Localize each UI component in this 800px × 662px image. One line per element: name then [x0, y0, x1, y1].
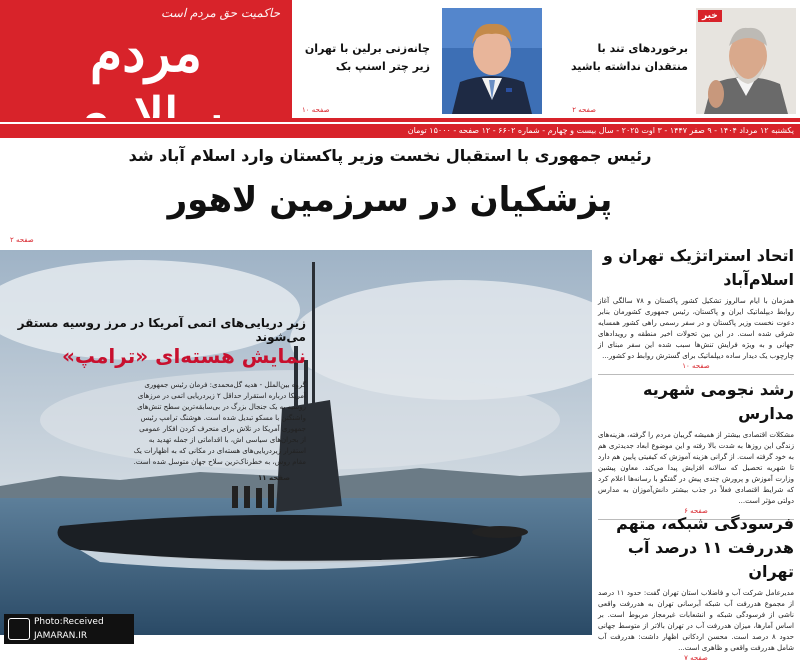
teaser-critics[interactable]	[554, 8, 796, 118]
page-ref: صفحه ۲	[572, 106, 596, 114]
lead-kicker[interactable]: رئیس جمهوری با استقبال نخست وزیر پاکستان وارد اسلام آباد شد	[128, 146, 652, 165]
masthead	[0, 0, 292, 118]
story-body: مدیرعامل شرکت آب و فاضلاب استان تهران گفت: حدود ۱۱ درصد از مجموع هدررفت آب شبکه آبرسانی تهران به هدررفت واقعی ناشی از فرسودگی شبکه و انشعابات غیرمجاز مربوط است. بر اساس آمارها، میزان هدررفت آب در تهران بالاتر از متوسط جهانی حدود ۸ درصد است. محسن اردکانی اظهار داشت: هدررفت آب شامل هدررفت واقعی و ظاهری است...	[598, 589, 794, 652]
teaser-headline: چانه‌زنی برلین با تهران زیر چتر اسنپ بک	[304, 42, 430, 73]
sidebar-story-tuition[interactable]	[598, 378, 794, 520]
newspaper-logo: مردم	[90, 23, 202, 84]
story-body: مشکلات اقتصادی بیشتر از همیشه گریبان مردم را گرفته، هزینه‌های زندگی این روزها به شدت بالا رفته و این موضوع ابعاد جدیدتری هم به خود گرفته است. از گرانی هزینه آموزش که کیفیتی پایین هم دارد تا شهریه تحصیل که سالانه افزایش پیدا می‌کند. معاون پیشین وزارت آموزش و پرورش چندی پیش در گفتگو با رسانه‌ها اعلام کرد که شرایط اقتصادی فعلاً در جذب بیشتر دانش‌آموزان به مدارس دولتی مؤثر است...	[598, 431, 794, 505]
slogan: حاکمیت حق مردم است	[161, 6, 280, 20]
story-body: همزمان با ایام سالروز تشکیل کشور پاکستان و ۷۸ سالگی آغاز روابط دیپلماتیک ایران و پاکستان، رئیس جمهوری کشورمان بنابر دعوت نخست وزیر پاکستان و در سفر رسمی راهی کشور همسایه شرقی شده است. در این بین تحولات اخیر منطقه و رویدادهای جهانی و به ویژه فرایش تنش‌ها سبب شده این سفر مبنای از چارچوب یک دیدار ساده دیپلماتیک برای گسترش روابط دو کشور...	[598, 297, 795, 360]
page-ref: صفحه ۷	[684, 654, 708, 662]
photo-credit	[4, 614, 134, 644]
teaser-berlin[interactable]	[298, 8, 548, 118]
sidebar-story-water[interactable]	[598, 512, 794, 662]
story-title: رشد نجومی شهریه مدارس	[643, 380, 794, 423]
photo-story-body: گروه بین‌الملل - هدیه گل‌محمدی: فرمان رئیس جمهوری آمریکا درباره استقرار حداقل ۲ زیردریایی اتمی در مرزهای روسیه به یک جنجال بزرگ در بی‌سابقه‌ترین سطح تنش‌های واشنگتن با مسکو تبدیل شده است. هوشنگ ترامپ رئیس جمهوری آمریکا در تلاش برای منحرف کردن افکار عمومی از بحران‌های سیاسی اش، با اقداماتی از جمله تهدید به استقرار زیردریایی‌های هسته‌ای در مکانی که به اظهارات یک مقام روس، به خطرناک‌ترین سلاح جهان متوسل شده است.	[133, 381, 306, 466]
credit-line-1: Photo:Received	[34, 617, 104, 627]
photo-story-kicker[interactable]: زیر دریایی‌های اتمی آمریکا در مرز روسیه مستقر می‌شوند	[17, 316, 306, 344]
teaser-headline: برخوردهای تند با منتقدان نداشته باشید	[570, 42, 688, 73]
page-ref: صفحه ۶	[684, 507, 708, 515]
sidebar-story-alliance[interactable]	[598, 244, 794, 375]
politician-photo	[696, 8, 796, 114]
dateline: یکشنبه ۱۲ مرداد ۱۴۰۴ - ۹ صفر ۱۴۴۷ - ۳ اوت ۲۰۲۵ - سال بیست و چهارم - شماره ۶۶۰۲ - ۱۲ صفحه - ۱۵۰۰۰ تومان	[0, 124, 800, 138]
photo-story-title[interactable]: نمایش هسته‌ای «ترامپ»	[61, 344, 306, 368]
story-title: فرسودگی شبکه، متهم هدررفت ۱۱ درصد آب تهران	[616, 514, 794, 581]
header-divider	[0, 118, 800, 122]
divider	[598, 374, 794, 375]
jamaran-logo-icon	[8, 618, 30, 640]
news-badge: خبر	[698, 10, 722, 22]
page-ref: صفحه ۱۱	[258, 474, 291, 482]
page-ref: صفحه ۱۰	[682, 362, 710, 370]
lead-headline[interactable]: پزشکیان در سرزمین لاهور	[167, 180, 613, 220]
story-title: اتحاد استراتژیک تهران و اسلام‌آباد	[602, 246, 794, 289]
politician-photo	[442, 8, 542, 114]
page-ref: صفحه ۱۰	[302, 106, 330, 114]
credit-line-2: JAMARAN.IR	[34, 631, 88, 641]
page-ref: صفحه ۲	[10, 236, 34, 244]
